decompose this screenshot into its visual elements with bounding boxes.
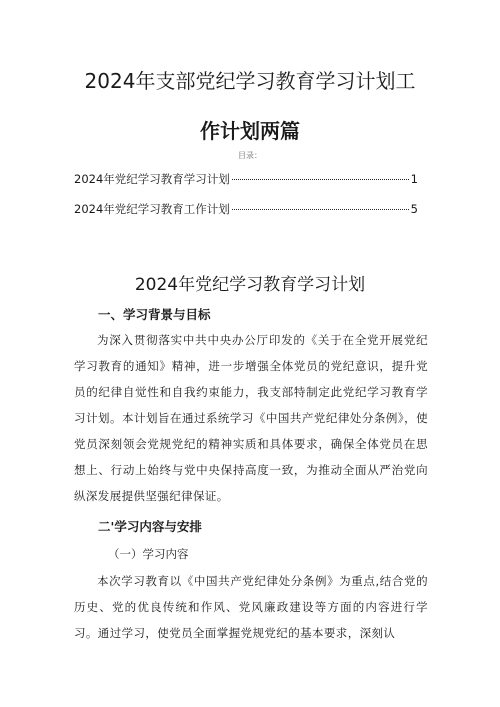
- subheading-content: （一）学习内容: [108, 547, 189, 561]
- toc-item-page: 1: [410, 172, 418, 186]
- toc-leader-dots: [232, 209, 409, 210]
- toc-leader-dots: [232, 179, 409, 180]
- paragraph-content: 本次学习教育以《中国共产党纪律处分条例》为重点,结合党的历史、党的优良传统和作风、党风廉政建设等方面的内容进行学习。通过学习，使党员全面掌握党规党纪的基本要求，深刻认: [74, 574, 428, 640]
- document-title-line1: 2024年支部党纪学习教育学习计划工: [84, 69, 416, 93]
- toc-item-page: 5: [410, 202, 418, 216]
- toc-item[interactable]: [74, 171, 418, 189]
- heading-background-goals: 一、学习背景与目标: [98, 307, 211, 322]
- heading-content-arrangement: 二'学习内容与安排: [98, 519, 202, 534]
- paragraph-background: 为深入贯彻落实中共中央办公厅印发的《关于在全党开展党纪学习教育的通知》精神，进一步增强全体党员的党纪意识，提升党员的纪律自觉性和自我约束能力，我支部特制定此党纪学习教育学习计划。本计划旨在通过系统学习《中国共产党纪律处分条例》，使党员深刻领会党规党纪的精神实质和具体要求，确保全体党员在思想上、行动上始终与党中央保持高度一致，为推动全面从严治党向纵深发展提供坚强纪律保证。: [74, 333, 428, 503]
- toc-item[interactable]: [74, 201, 418, 219]
- toc-label: 目录：: [238, 151, 262, 160]
- toc-item-title: 2024年党纪学习教育工作计划: [74, 202, 230, 216]
- toc-item-title: 2024年党纪学习教育学习计划: [74, 172, 230, 186]
- section-title: 2024年党纪学习教育学习计划: [134, 275, 366, 295]
- document-title-line2: 作计划两篇: [200, 119, 300, 143]
